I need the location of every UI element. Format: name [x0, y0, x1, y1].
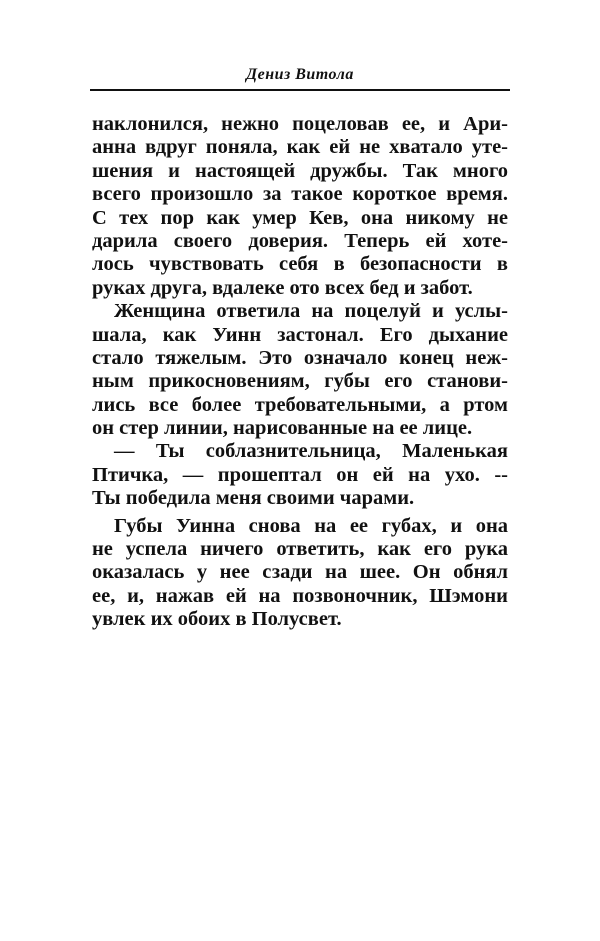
text-line: он стер линии, нарисованные на ее лице.	[92, 417, 473, 440]
text-line: Женщина ответила на поцелуй и услы-	[114, 300, 508, 323]
text-line: руках друга, вдалеке ото всех бед и забот.	[92, 276, 473, 299]
text-line: — Ты соблазнительница, Маленькая	[114, 440, 508, 463]
text-line: анна вдруг поняла, как ей не хватало уте-	[92, 136, 508, 159]
paragraph	[92, 300, 508, 440]
text-line: не успела ничего ответить, как его рука	[92, 538, 508, 561]
paragraph	[92, 440, 508, 510]
text-line: оказалась у нее сзади на шее. Он обнял	[92, 561, 508, 584]
running-head-author: Дениз Витола	[246, 66, 354, 83]
body-text	[92, 113, 508, 632]
header-rule	[90, 89, 510, 91]
text-line: Губы Уинна снова на ее губах, и она	[114, 514, 508, 537]
text-line: шения и настоящей дружбы. Так много	[92, 159, 508, 182]
text-line: стало тяжелым. Это означало конец неж-	[92, 346, 508, 369]
text-line: шала, как Уинн застонал. Его дыхание	[92, 323, 508, 346]
paragraph	[92, 515, 508, 632]
text-line: лось чувствовать себя в безопасности в	[92, 253, 508, 276]
text-line: всего произошло за такое короткое время.	[92, 183, 508, 206]
text-line: Птичка, — прошептал он ей на ухо. --	[92, 463, 508, 486]
paragraph	[92, 113, 508, 300]
text-line: С тех пор как умер Кев, она никому не	[92, 206, 508, 229]
text-line: наклонился, нежно поцеловав ее, и Ари-	[92, 113, 508, 135]
text-line: ее, и, нажав ей на позвоночник, Шэмони	[92, 584, 508, 607]
text-line: увлек их обоих в Полусвет.	[92, 608, 342, 631]
text-line: ным прикосновениям, губы его станови-	[92, 370, 508, 393]
text-line: лись все более требовательными, а ртом	[92, 393, 508, 416]
text-line: Ты победила меня своими чарами.	[92, 487, 415, 510]
text-line: дарила своего доверия. Теперь ей хоте-	[92, 229, 508, 252]
